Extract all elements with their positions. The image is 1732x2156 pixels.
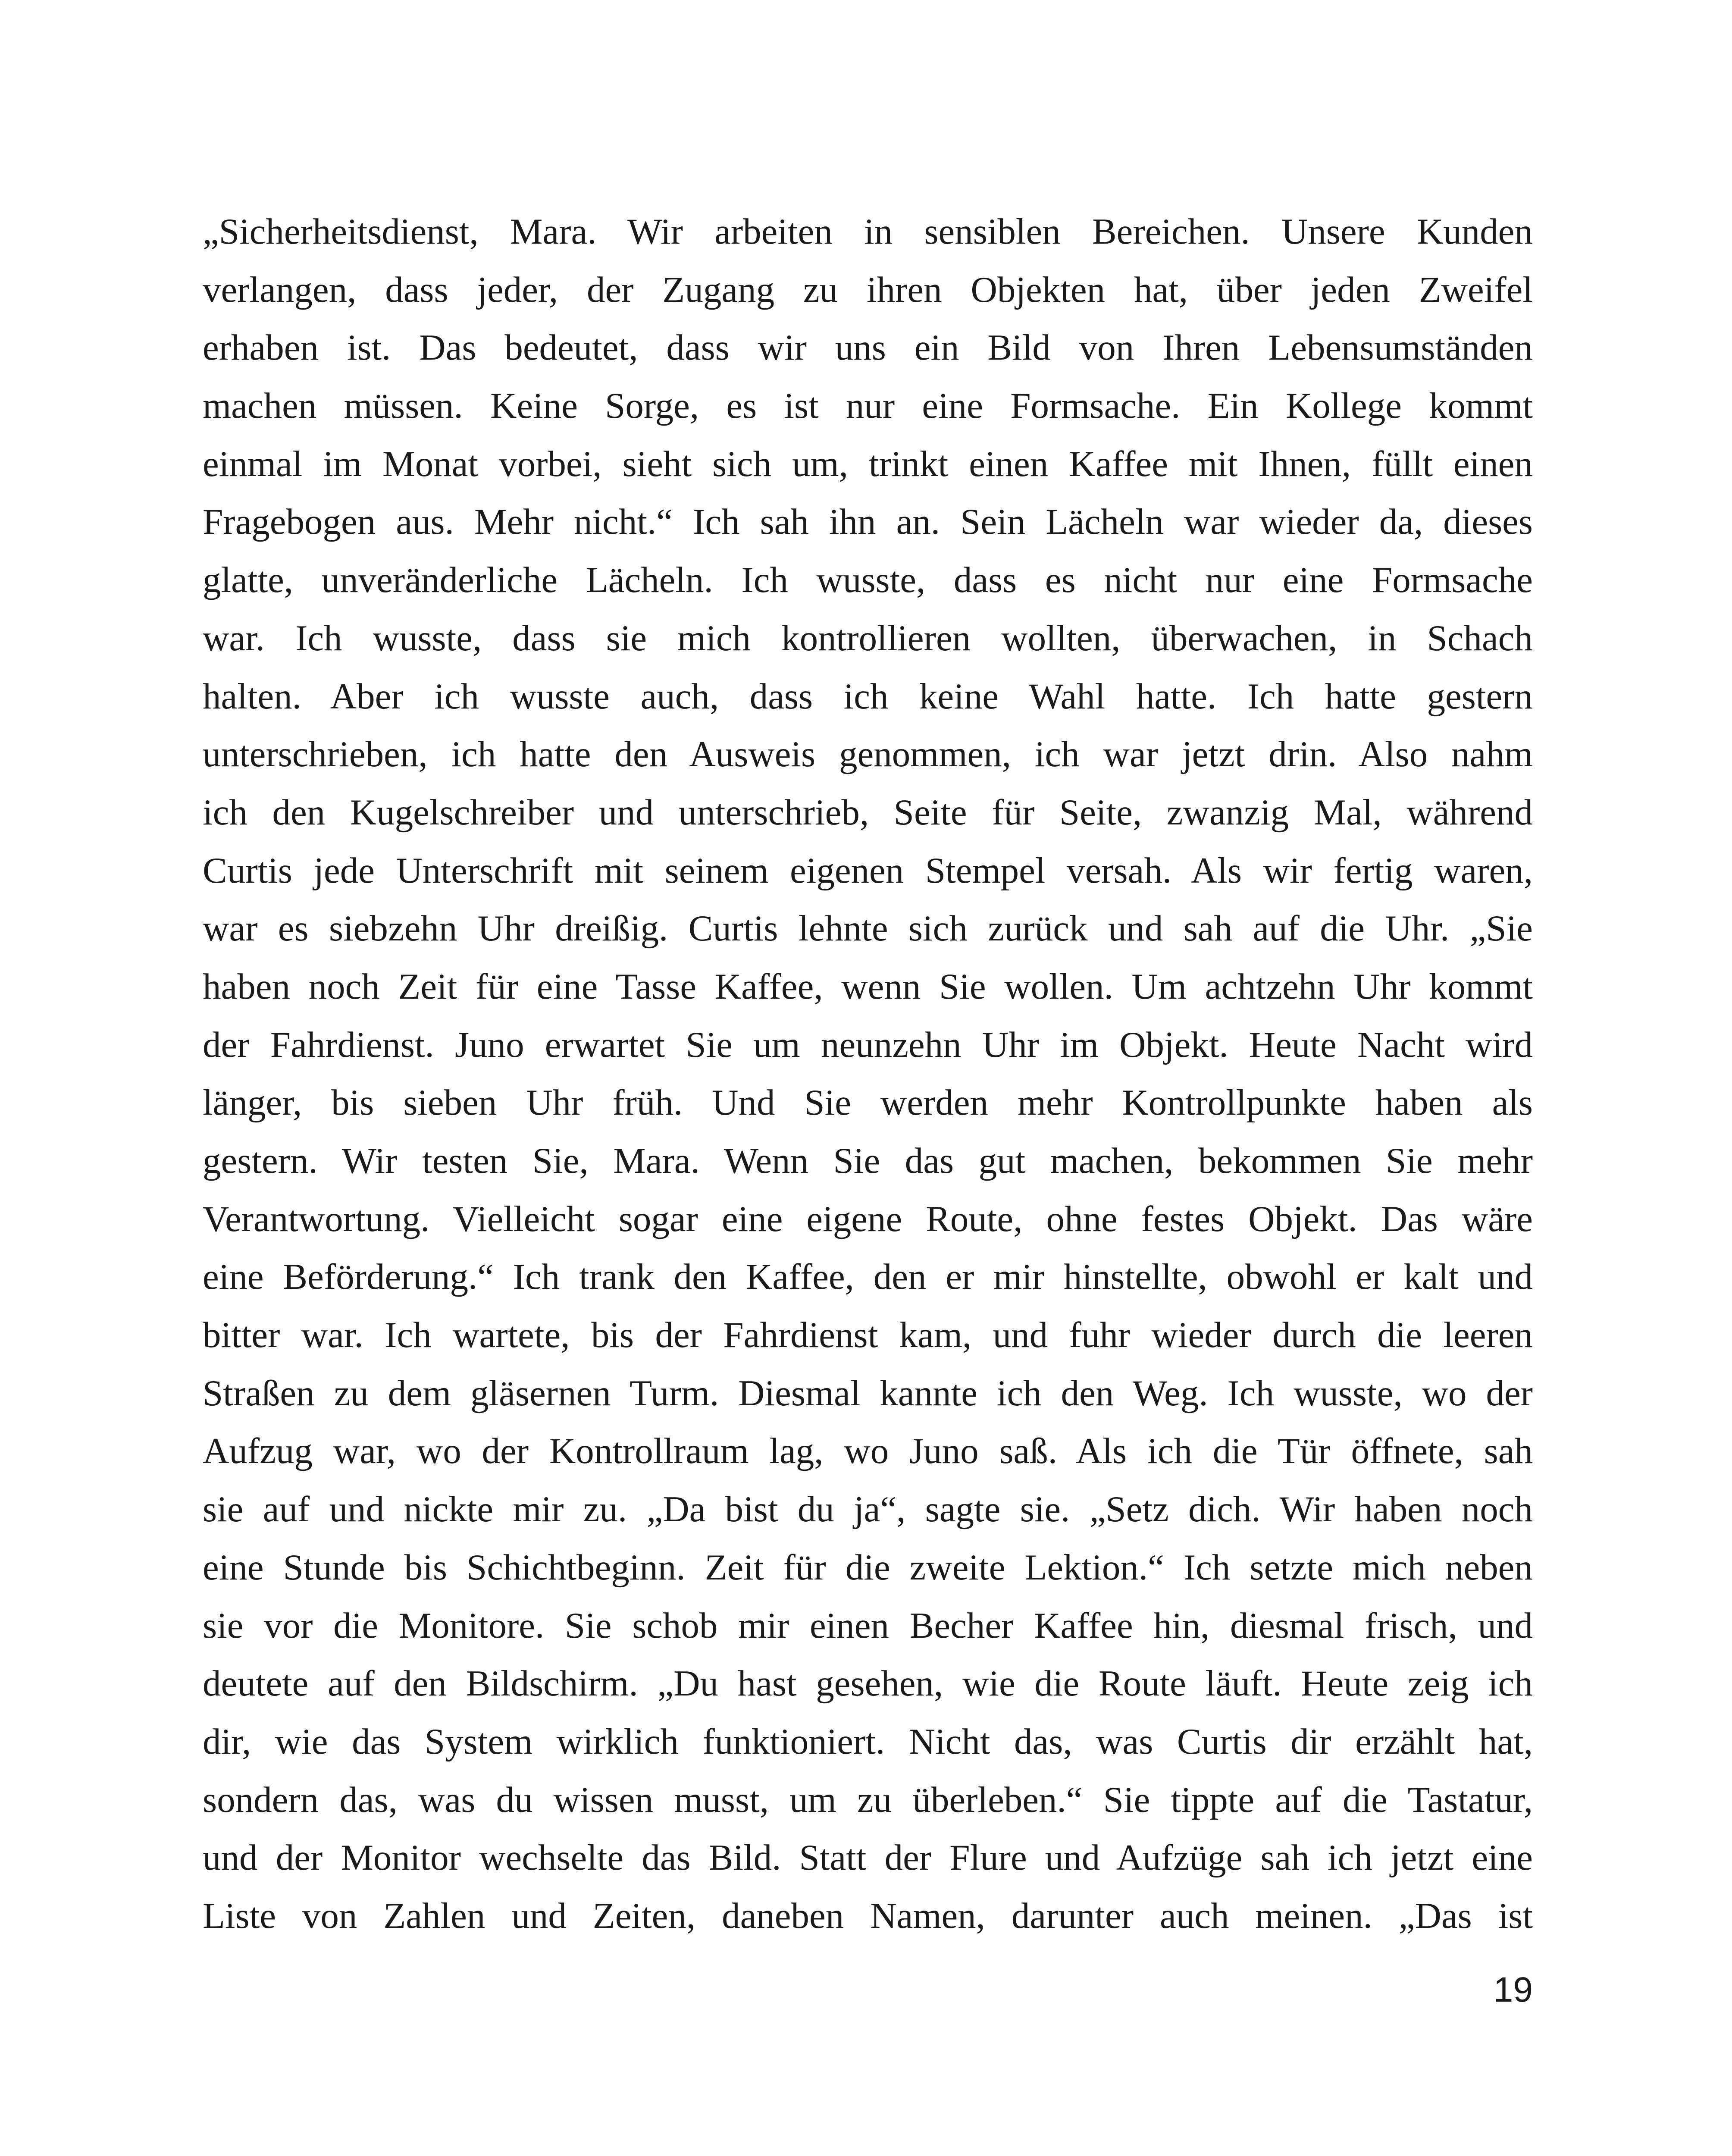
text-line: unterschrieben, ich hatte den Ausweis genommen, ich war jetzt drin. Also nahm [203,734,1533,775]
text-line: dir, wie das System wirklich funktioniert. Nicht das, was Curtis dir erzählt hat, [203,1721,1533,1762]
text-line: sondern das, was du wissen musst, um zu überleben.“ Sie tippte auf die Tastatur, [203,1779,1533,1820]
text-line: sie vor die Monitore. Sie schob mir einen Becher Kaffee hin, diesmal frisch, und [203,1605,1533,1646]
text-line: bitter war. Ich wartete, bis der Fahrdienst kam, und fuhr wieder durch die leeren [203,1315,1533,1356]
text-line: war es siebzehn Uhr dreißig. Curtis lehnte sich zurück und sah auf die Uhr. „Sie [203,908,1533,949]
text-line: Verantwortung. Vielleicht sogar eine eigene Route, ohne festes Objekt. Das wäre [203,1198,1533,1239]
text-line: machen müssen. Keine Sorge, es ist nur eine Formsache. Ein Kollege kommt [203,385,1533,426]
text-line: gestern. Wir testen Sie, Mara. Wenn Sie das gut machen, bekommen Sie mehr [203,1141,1533,1181]
text-line: „Sicherheitsdienst, Mara. Wir arbeiten in sensiblen Bereichen. Unsere Kunden [203,211,1533,252]
text-line: Fragebogen aus. Mehr nicht.“ Ich sah ihn an. Sein Lächeln war wieder da, dieses [203,501,1533,542]
text-line: war. Ich wusste, dass sie mich kontrollieren wollten, überwachen, in Schach [203,617,1533,658]
text-line: länger, bis sieben Uhr früh. Und Sie werden mehr Kontrollpunkte haben als [203,1082,1533,1123]
text-line: deutete auf den Bildschirm. „Du hast gesehen, wie die Route läuft. Heute zeig ich [203,1663,1533,1704]
text-line: ich den Kugelschreiber und unterschrieb, Seite für Seite, zwanzig Mal, während [203,792,1533,833]
text-line: sie auf und nickte mir zu. „Da bist du ja“, sagte sie. „Setz dich. Wir haben noch [203,1489,1533,1530]
text-line: eine Beförderung.“ Ich trank den Kaffee, den er mir hinstellte, obwohl er kalt und [203,1257,1533,1297]
text-line: der Fahrdienst. Juno erwartet Sie um neunzehn Uhr im Objekt. Heute Nacht wird [203,1024,1533,1065]
text-line: verlangen, dass jeder, der Zugang zu ihren Objekten hat, über jeden Zweifel [203,269,1533,310]
body-text [203,203,1533,1945]
text-line: und der Monitor wechselte das Bild. Statt der Flure und Aufzüge sah ich jetzt eine [203,1837,1533,1878]
text-line: halten. Aber ich wusste auch, dass ich keine Wahl hatte. Ich hatte gestern [203,676,1533,717]
page-number: 19 [1493,1970,1533,2009]
text-line: haben noch Zeit für eine Tasse Kaffee, wenn Sie wollen. Um achtzehn Uhr kommt [203,966,1533,1007]
text-line: Curtis jede Unterschrift mit seinem eigenen Stempel versah. Als wir fertig waren, [203,850,1533,891]
text-line: glatte, unveränderliche Lächeln. Ich wusste, dass es nicht nur eine Formsache [203,560,1533,601]
text-line: Liste von Zahlen und Zeiten, daneben Namen, darunter auch meinen. „Das ist [203,1895,1533,1936]
text-line: erhaben ist. Das bedeutet, dass wir uns ein Bild von Ihren Lebensumständen [203,327,1533,368]
text-line: einmal im Monat vorbei, sieht sich um, trinkt einen Kaffee mit Ihnen, füllt einen [203,443,1533,484]
text-line: eine Stunde bis Schichtbeginn. Zeit für die zweite Lektion.“ Ich setzte mich neben [203,1547,1533,1588]
text-line: Straßen zu dem gläsernen Turm. Diesmal kannte ich den Weg. Ich wusste, wo der [203,1373,1533,1413]
text-line: Aufzug war, wo der Kontrollraum lag, wo Juno saß. Als ich die Tür öffnete, sah [203,1431,1533,1472]
